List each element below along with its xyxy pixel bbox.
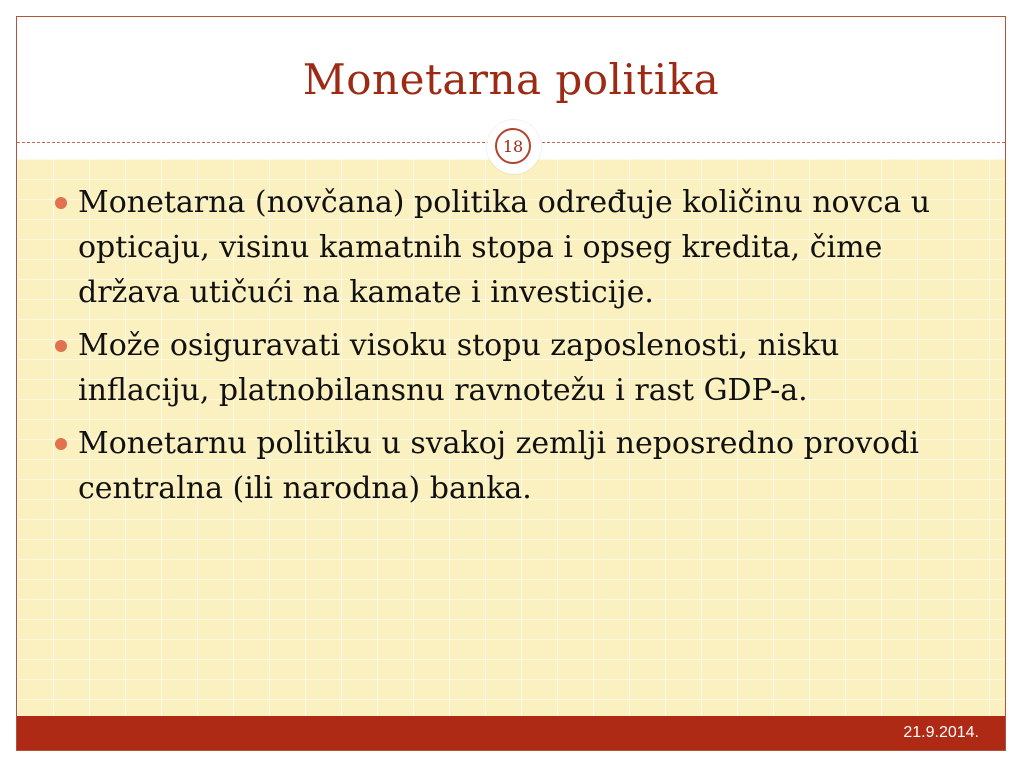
bullet-icon: [55, 438, 67, 450]
bullet-text: Monetarna (novčana) politika određuje količinu novca u opticaju, visinu kamatnih stopa i opseg kredita, čime država utičući na kamate i investicije.: [78, 185, 931, 310]
bullet-list: [55, 180, 955, 519]
bullet-item: [55, 323, 955, 413]
footer-date: 21.9.2014.: [903, 724, 979, 741]
slide-title: Monetarna politika: [302, 55, 720, 104]
slide-frame: [16, 16, 1006, 751]
page-number-badge: [487, 120, 541, 174]
bullet-icon: [55, 340, 67, 352]
bullet-text: Monetarnu politiku u svakoj zemlji neposredno provodi centralna (ili narodna) banka.: [78, 426, 920, 506]
footer-bar: [17, 716, 1005, 750]
bullet-item: [55, 180, 955, 315]
page-number: 18: [495, 128, 531, 164]
bullet-item: [55, 421, 955, 511]
bullet-icon: [55, 197, 67, 209]
bullet-text: Može osiguravati visoku stopu zaposlenosti, nisku inflaciju, platnobilansnu ravnotežu i rast GDP-a.: [78, 328, 840, 408]
